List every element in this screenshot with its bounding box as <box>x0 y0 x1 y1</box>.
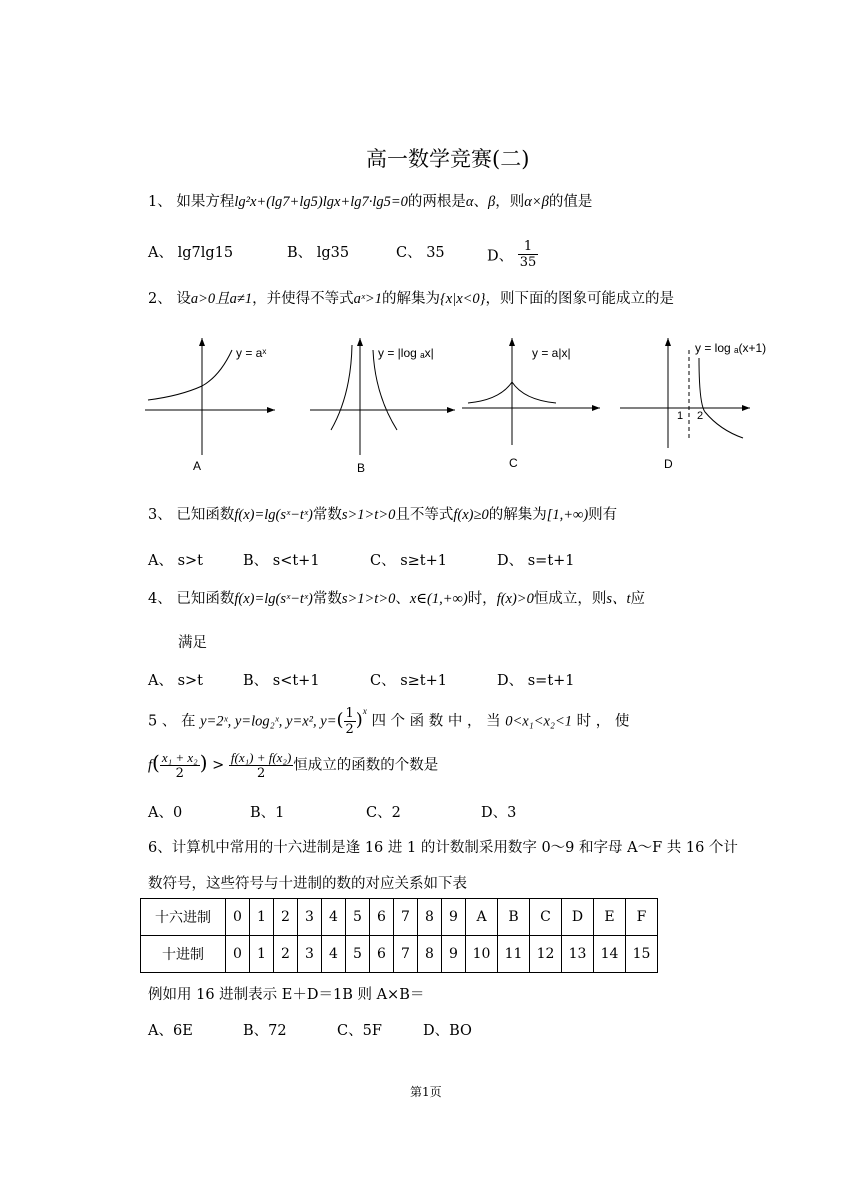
q6-option-b: B、72 <box>243 1023 287 1039</box>
q1-option-d <box>487 241 538 272</box>
hex-cell: A <box>466 899 498 936</box>
graph-c-y-arrow <box>509 338 515 346</box>
q5-option-a: A、0 <box>148 805 183 821</box>
graph-d-y-arrow <box>665 338 671 346</box>
q5-condition: 0<x₁<x₂<1 <box>505 713 573 730</box>
q3-option-d: D、 s=t+1 <box>497 553 575 569</box>
q3-text-d: 的解集为 <box>488 507 547 523</box>
q4-domain: x∈(1,+∞) <box>409 591 468 607</box>
dec-row-header: 十进制 <box>141 936 226 973</box>
hex-cell: 6 <box>370 899 394 936</box>
graph-d-formula: y = log ₐ(x+1) <box>695 341 767 355</box>
q5-half-numerator: 1 <box>345 706 354 721</box>
q4-text-f: 应 <box>630 591 646 607</box>
q5-lhs-denominator: 2 <box>175 766 184 781</box>
q5-rhs-numerator: f(x₁) + f(x₂) <box>230 750 292 765</box>
hex-cell: C <box>530 899 562 936</box>
graph-d-tick-1: 1 <box>677 410 684 422</box>
q3-function: f(x)=lg(sˣ−tˣ) <box>234 507 313 523</box>
q5-option-d: D、3 <box>481 805 517 821</box>
dec-cell: 1 <box>250 936 274 973</box>
hex-cell: 7 <box>394 899 418 936</box>
q4-text-c: 、 <box>395 591 410 607</box>
q4-inequality: f(x)>0 <box>496 591 534 607</box>
graph-a-y-arrow <box>199 338 205 346</box>
q4-option-c: C、 s≥t+1 <box>370 673 447 689</box>
dec-cell: 0 <box>226 936 250 973</box>
q3-condition: s>1>t>0 <box>341 507 396 523</box>
graph-a-label: A <box>193 459 202 473</box>
q6-option-d: D、BO <box>423 1023 472 1039</box>
hex-row-header: 十六进制 <box>141 899 226 936</box>
graph-d-tick-2: 2 <box>697 410 704 422</box>
hex-cell: 8 <box>418 899 442 936</box>
q5-rhs-fraction <box>229 750 293 781</box>
graph-b-label: B <box>357 461 366 475</box>
q1-text-a: 如果方程 <box>176 194 235 210</box>
q4-number: 4、 <box>148 591 172 607</box>
q1-option-b: B、 lg35 <box>287 245 350 261</box>
graph-b-y-arrow <box>357 338 363 346</box>
graph-b <box>305 330 465 480</box>
q1-equation: lg²x+(lg7+lg5)lgx+lg7·lg5=0 <box>234 194 408 210</box>
graph-c-formula: y = a|x| <box>532 346 571 360</box>
question-3 <box>148 503 617 524</box>
q5-rhs-denominator: 2 <box>256 766 266 781</box>
dec-cell: 4 <box>322 936 346 973</box>
q4-text-g: 满足 <box>178 635 207 651</box>
q1-text-c: ，则 <box>495 194 525 210</box>
q5-half-fraction <box>344 706 356 737</box>
hex-cell: E <box>594 899 626 936</box>
q1-option-c: C、 35 <box>396 245 445 261</box>
hex-cell: 0 <box>226 899 250 936</box>
q4-option-b: B、 s<t+1 <box>243 673 320 689</box>
q4-function: f(x)=lg(sˣ−tˣ) <box>234 591 313 607</box>
question-5: 5 、 在 y=2ˣ, y=log₂ˣ, y=x², y=( $\frac{1}{2}$ )$^x$ 四 个 函 数 中 ， 当 0<x₁<x₂<1 时 ， 使 <box>148 705 630 737</box>
graph-b-formula: y = |log ₐx| <box>378 346 434 360</box>
q3-inequality: f(x)≥0 <box>453 507 489 523</box>
graph-b-curve-left <box>331 345 352 430</box>
graph-a-curve <box>148 350 232 400</box>
q4-condition: s>1>t>0 <box>341 591 396 607</box>
q1-option-d-fraction <box>518 239 539 270</box>
q2-text-a: 设 <box>176 291 191 307</box>
graph-c <box>460 330 610 480</box>
q4-text-a: 已知函数 <box>176 591 235 607</box>
hex-cell: B <box>498 899 530 936</box>
q5-number: 5 、 <box>148 713 177 730</box>
q1-d-numerator: 1 <box>518 239 539 255</box>
dec-cell: 12 <box>530 936 562 973</box>
q5-inequality-line: f( $\frac{\text{x₁ + x₂}}{2}$ ) > $\frac{\text{f(x₁) + f(x₂)}}{2}$ 恒成立的函数的个数是 <box>148 750 439 781</box>
hex-cell: D <box>562 899 594 936</box>
q3-option-c: C、 s≥t+1 <box>370 553 447 569</box>
q1-number: 1、 <box>148 194 172 210</box>
q2-text-d: ，则下面的图象可能成立的是 <box>485 291 674 307</box>
q4-text-d: 时， <box>467 591 497 607</box>
q6-example: 例如用 16 进制表示 E＋D＝1B 则 A×B＝ <box>148 987 425 1003</box>
q3-text-a: 已知函数 <box>176 507 235 523</box>
dec-cell: 3 <box>298 936 322 973</box>
hex-table-row-hex <box>141 899 658 936</box>
q3-text-e: 则有 <box>588 507 618 523</box>
q5-text-d: 恒成立的函数的个数是 <box>293 757 439 774</box>
page-title: 高一数学竞赛(二) <box>366 147 530 171</box>
q4-option-a: A、 s>t <box>148 673 203 689</box>
graph-d-x-arrow <box>742 405 750 411</box>
q2-condition: a>0且a≠1 <box>190 291 253 307</box>
q1-text-b: 的两根是 <box>407 194 466 210</box>
q5-option-b: B、1 <box>250 805 285 821</box>
q2-text-b: ，并使得不等式 <box>252 291 354 307</box>
q3-option-b: B、 s<t+1 <box>243 553 320 569</box>
q1-d-denominator: 35 <box>519 255 537 270</box>
dec-cell: 8 <box>418 936 442 973</box>
q3-option-a: A、 s>t <box>148 553 203 569</box>
q5-text-b: 四 个 函 数 中 ， 当 <box>371 713 501 730</box>
question-1 <box>148 190 592 211</box>
hex-cell: 4 <box>322 899 346 936</box>
dec-cell: 13 <box>562 936 594 973</box>
q5-half-exponent: x <box>362 705 367 716</box>
q1-expr: α×β <box>524 194 549 210</box>
q1-text-d: 的值是 <box>548 194 593 210</box>
q4-option-d: D、 s=t+1 <box>497 673 575 689</box>
hex-table <box>140 898 658 973</box>
q5-lhs-f: f <box>148 757 153 774</box>
q1-option-a: A、 lg7lg15 <box>148 245 234 261</box>
q6-text-line2: 数符号，这些符号与十进制的数的对应关系如下表 <box>148 876 467 892</box>
q2-text-c: 的解集为 <box>381 291 440 307</box>
graph-c-label: C <box>509 456 518 470</box>
q5-text-c: 时 ， 使 <box>576 713 630 730</box>
dec-cell: 15 <box>626 936 658 973</box>
q2-number: 2、 <box>148 291 172 307</box>
q5-option-c: C、2 <box>366 805 401 821</box>
q2-inequality: aˣ>1 <box>353 291 382 307</box>
hex-cell: 3 <box>298 899 322 936</box>
q5-text-a: 在 <box>180 713 196 730</box>
graph-d-curve <box>699 358 743 438</box>
hex-cell: 1 <box>250 899 274 936</box>
q1-beta: β <box>488 194 496 210</box>
q4-vars: s、t <box>606 591 631 607</box>
q4-text-e: 恒成立，则 <box>533 591 607 607</box>
q5-lhs-numerator: x₁ + x₂ <box>161 750 198 765</box>
q3-number: 3、 <box>148 507 172 523</box>
q1-option-d-label: D、 <box>487 248 514 265</box>
q6-option-a: A、6E <box>148 1023 193 1039</box>
q3-text-c: 且不等式 <box>395 507 454 523</box>
graph-d-label: D <box>664 457 673 471</box>
graph-a-x-arrow <box>267 407 275 413</box>
q5-half-denominator: 2 <box>345 722 354 737</box>
hex-table-row-dec <box>141 936 658 973</box>
q1-alpha: α <box>465 194 474 210</box>
graph-c-x-arrow <box>592 405 600 411</box>
dec-cell: 2 <box>274 936 298 973</box>
q6-text-line1: 6、计算机中常用的十六进制是逢 16 进 1 的计数制采用数字 0～9 和字母 A～F 共 16 个计 <box>148 840 738 856</box>
dec-cell: 6 <box>370 936 394 973</box>
dec-cell: 11 <box>498 936 530 973</box>
question-2 <box>148 287 674 308</box>
question-4 <box>148 587 645 608</box>
q5-functions: y=2ˣ, y=log₂ˣ, y=x², y= <box>200 713 337 730</box>
graph-d <box>615 330 795 480</box>
dec-cell: 10 <box>466 936 498 973</box>
dec-cell: 9 <box>442 936 466 973</box>
dec-cell: 7 <box>394 936 418 973</box>
q3-interval: [1,+∞) <box>546 507 589 523</box>
q5-lhs-fraction <box>160 750 200 781</box>
q2-set: {x|x<0} <box>439 291 486 307</box>
page-number: 第1页 <box>410 1085 442 1099</box>
graph-a-formula: y = aˣ <box>236 346 267 360</box>
hex-cell: 5 <box>346 899 370 936</box>
dec-cell: 5 <box>346 936 370 973</box>
q5-gt: > <box>212 757 225 774</box>
q6-option-c: C、5F <box>337 1023 382 1039</box>
hex-cell: F <box>626 899 658 936</box>
graph-b-curve-right <box>373 350 397 430</box>
hex-cell: 9 <box>442 899 466 936</box>
q1-sep: 、 <box>473 194 489 210</box>
hex-cell: 2 <box>274 899 298 936</box>
graph-b-x-arrow <box>447 407 455 413</box>
q3-text-b: 常数 <box>312 507 342 523</box>
q4-text-b: 常数 <box>312 591 342 607</box>
graph-a <box>140 330 290 480</box>
dec-cell: 14 <box>594 936 626 973</box>
